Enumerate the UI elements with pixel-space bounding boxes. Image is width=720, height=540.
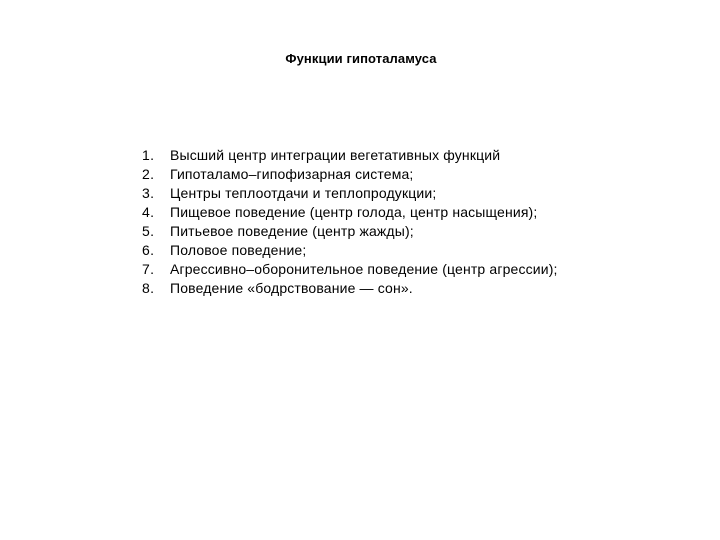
list-item (142, 165, 558, 184)
list-item (142, 203, 558, 222)
list-item-number: 7. (142, 261, 155, 277)
list-item-text: Гипоталамо–гипофизарная система; (170, 166, 414, 182)
list-item-number: 2. (142, 166, 155, 182)
list-item (142, 222, 558, 241)
list-item-number: 3. (142, 185, 155, 201)
list-item (142, 260, 558, 279)
list-item-text: Агрессивно–оборонительное поведение (центр агрессии); (170, 261, 558, 277)
list-item-text: Поведение «бодрствование — сон». (170, 280, 413, 296)
list-item-number: 5. (142, 223, 155, 239)
list-item-number: 8. (142, 280, 155, 296)
functions-list (142, 146, 558, 298)
list-item (142, 184, 558, 203)
list-item-text: Питьевое поведение (центр жажды); (170, 223, 414, 239)
slide-title: Функции гипоталамуса (285, 51, 437, 66)
list-item-text: Пищевое поведение (центр голода, центр насыщения); (170, 204, 538, 220)
list-item (142, 279, 558, 298)
list-item-number: 6. (142, 242, 155, 258)
list-item-text: Центры теплоотдачи и теплопродукции; (170, 185, 437, 201)
list-item-text: Половое поведение; (170, 242, 307, 258)
list-item (142, 241, 558, 260)
list-item-number: 1. (142, 147, 155, 163)
list-item (142, 146, 558, 165)
list-item-text: Высший центр интеграции вегетативных функций (170, 147, 501, 163)
list-item-number: 4. (142, 204, 155, 220)
